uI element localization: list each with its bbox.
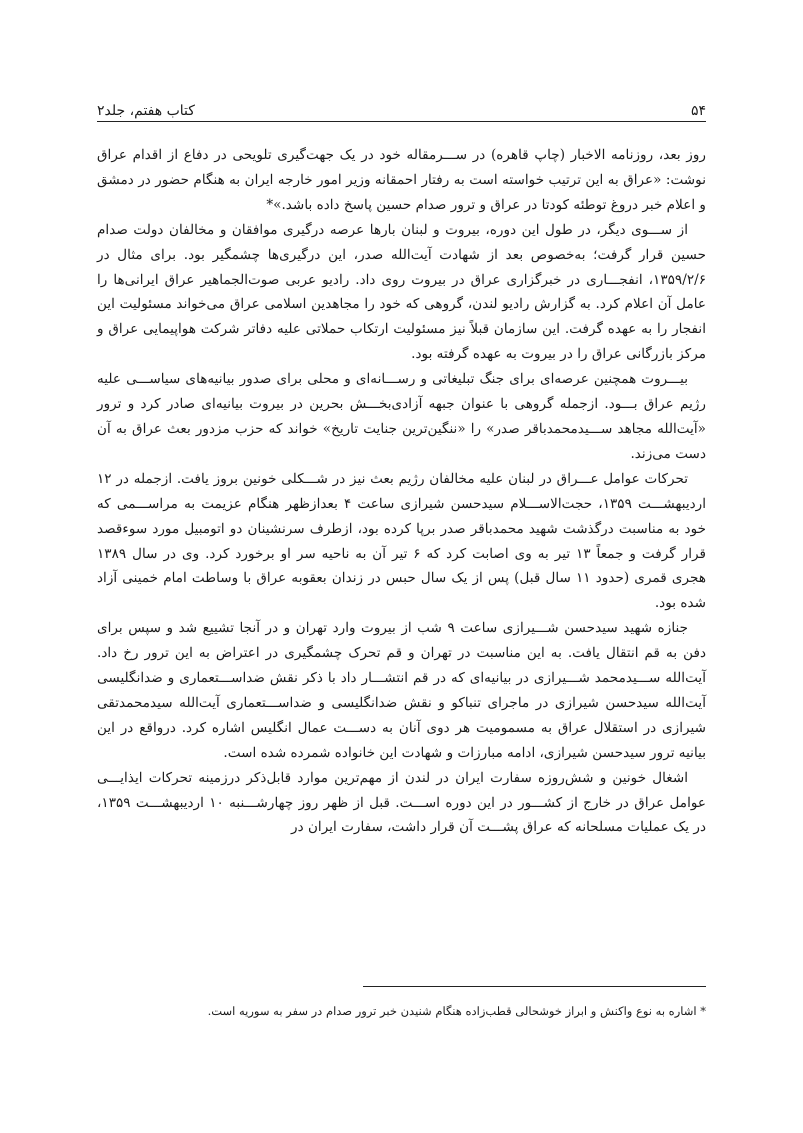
main-text <box>97 143 706 840</box>
paragraph: اشغال خونین و شش‌روزه سفارت ایران در لندن از مهم‌ترین موارد قابل‌ذکر درزمینه تحرکات ایذایـــی عوامل عراق در خارج از کشـــور در این دوره اســـت. قبل از ظهر روز چهارشـــنبه ۱۰ اردیبهشـــت ۱۳۵۹، در یک عملیات مسلحانه که عراق پشـــت آن قرار داشت، سفارت ایران در <box>97 769 706 836</box>
paragraph: تحرکات عوامل عـــراق در لبنان علیه مخالفان رژیم بعث نیز در شـــکلی خونین بروز یافت. ازجمله در ۱۲ اردیبهشـــت ۱۳۵۹، حجت‌الاســـلام سیدحسن شیرازی ساعت ۴ بعدازظهر هنگام عزیمت به مراســـمی که خود به مناسبت درگذشت شهید محمدباقر صدر برپا کرده بود، ازطرف سرنشینان دو اتومبیل مورد سوءقصد قرار گرفت و جمعاً ۱۳ تیر به وی اصابت کرد که ۶ تیر آن به ناحیه سر او برخورد کرد. وی در سال ۱۳۸۹ هجری قمری (حدود ۱۱ سال قبل) پس از یک سال حبس در زندان بعقوبه عراق با وساطت امام خمینی آزاد شده بود. <box>97 470 706 612</box>
footnote: * اشاره به نوع واکنش و ابراز خوشحالی قطب‌زاده هنگام شنیدن خبر ترور صدام در سفر به سوریه است. <box>207 1004 706 1018</box>
book-title: کتاب هفتم، جلد۲ <box>97 103 195 119</box>
running-header <box>97 93 706 119</box>
paragraph: روز بعد، روزنامه الاخبار (چاپ قاهره) در ســـرمقاله خود در یک جهت‌گیری تلویحی در دفاع از اقدام عراق نوشت: «عراق به این ترتیب خواسته است به رفتار احمقانه وزیر امور خارجه ایران به هنگام حضور در دمشق و اعلام خبر دروغ توطئه کودتا در عراق و ترور صدام حسین پاسخ داده باشد.»* <box>97 147 706 213</box>
footnote-rule <box>363 986 706 987</box>
paragraph: جنازه شهید سیدحسن شـــیرازی ساعت ۹ شب از بیروت وارد تهران و در آنجا تشییع شد و سپس برای دفن به قم انتقال یافت. به این مناسبت در تهران و قم تحرک چشمگیری در اعتراض به این ترور رخ داد. آیت‌الله ســـیدمحمد شـــیرازی در بیانیه‌ای که در قم انتشـــار داد با ذکر نقش ضداســـتعماری و ضدانگلیسی آیت‌الله سیدحسن شیرازی در ماجرای تنباکو و نقش ضدانگلیسی و ضداســـتعماری آیت‌الله سیدمحمدتقی شیرازی در استقلال عراق به مسمومیت هر دوی آنان به دســـت عمال انگلیس اشاره کرد. درواقع در این بیانیه ترور سیدحسن شیرازی، ادامه مبارزات و شهادت این خانواده شمرده شده است. <box>97 620 706 761</box>
page-number: ۵۴ <box>690 103 706 119</box>
paragraph: از ســـوی دیگر، در طول این دوره، بیروت و لبنان بارها عرصه درگیری موافقان و مخالفان دولت صدام حسین قرار گرفت؛ به‌خصوص بعد از شهادت آیت‌الله صدر، این درگیری‌ها چشمگیر بود. برای مثال در ۱۳۵۹/۲/۶، انفجـــاری در خبرگزاری عراق در بیروت روی داد. رادیو عربی صوت‌الجماهیر عراق ایرانی‌ها را عامل آن اعلام کرد. به گزارش رادیو لندن، گروهی که خود را مجاهدین اسلامی عراق می‌خواند مسئولیت این انفجار را به عهده گرفت. این سازمان قبلاً نیز مسئولیت ارتکاب حملاتی علیه دفاتر شرکت هواپیمایی عراق و مرکز بازرگانی عراق را در بیروت به عهده گرفته بود. <box>97 221 706 363</box>
header-rule <box>97 121 706 122</box>
paragraph: بیـــروت همچنین عرصه‌ای برای جنگ تبلیغاتی و رســـانه‌ای و محلی برای صدور بیانیه‌های سیاســـی علیه رژیم عراق بـــود. ازجمله گروهی با عنوان جبهه آزادی‌بخـــش بحرین در بیروت بیانیه‌ای صادر کرد و ترور «آیت‌الله مجاهد ســـیدمحمدباقر صدر» را «ننگین‌ترین جنایت تاریخ» خواند که حزب مزدور بعث عراق به آن دست می‌زند. <box>97 371 706 462</box>
